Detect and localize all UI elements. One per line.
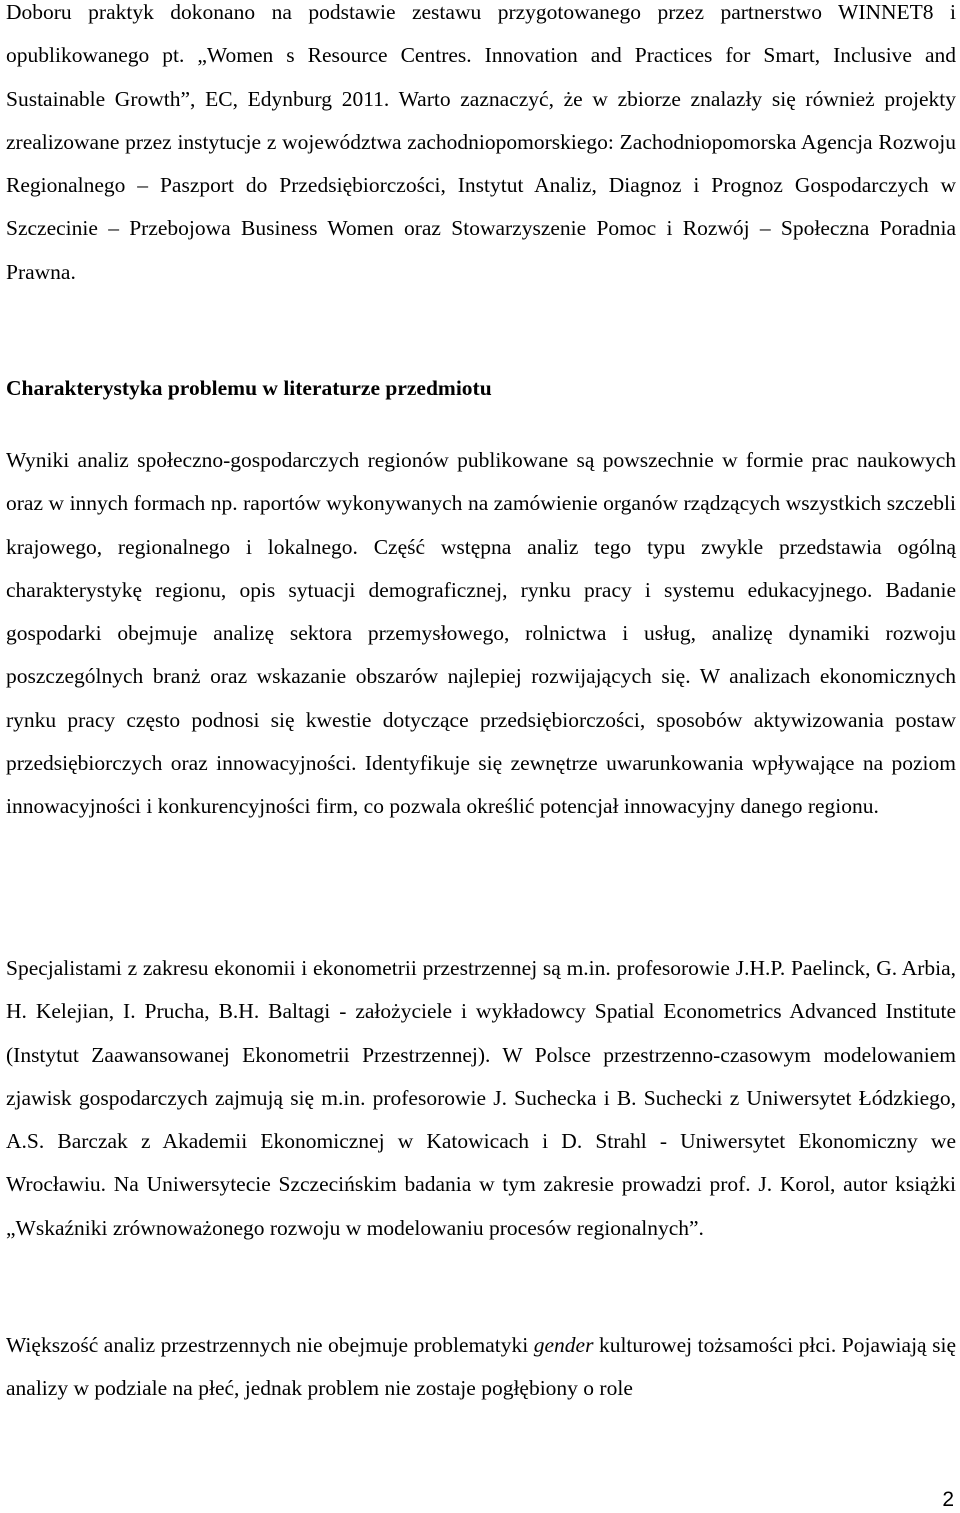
gender-emphasis: gender [533,1333,594,1357]
paragraph-spatial-econometrics-specialists: Specjalistami z zakresu ekonomii i ekonometrii przestrzennej są m.in. profesorowie J.H.P. Paelinck, G. Arbia, H. Kelejian, I. Prucha, B.H. Baltagi - założyciele i wykładowcy Spatial Econometrics Advanced Institute (Instytut Zaawansowanej Ekonometrii Przestrzennej). W Polsce przestrzenno-czasowym modelowaniem zjawisk gospodarczych zajmują się m.in. profesorowie J. Suchecka i B. Suchecki z Uniwersytet Łódzkiego, A.S. Barczak z Akademii Ekonomicznej w Katowicach i D. Strahl - Uniwersytet Ekonomiczny we Wrocławiu. Na Uniwersytecie Szczecińskim badania w tym zakresie prowadzi prof. J. Korol, autor książki „Wskaźniki zrównoważonego rozwoju w modelowaniu procesów regionalnych”. [6,956,956,1240]
paragraph-regional-analyses: Wyniki analiz społeczno-gospodarczych regionów publikowane są powszechnie w formie prac naukowych oraz w innych formach np. raportów wykonywanych na zamówienie organów rządzących wszystkich szczebli krajowego, regionalnego i lokalnego. Część wstępna analiz tego typu zwykle przedstawia ogólną charakterystykę regionu, opis sytuacji demograficznej, rynku pracy i systemu edukacyjnego. Badanie gospodarki obejmuje analizę sektora przemysłowego, rolnictwa i usług, analizę dynamiki rozwoju poszczególnych branż oraz wskazanie obszarów najlepiej rozwijających się. W analizach ekonomicznych rynku pracy często podnosi się kwestie dotyczące przedsiębiorczości, sposobów aktywizowania postaw przedsiębiorczych oraz innowacyjności. Identyfikuje się zewnętrze uwarunkowania wpływające na poziom innowacyjności i konkurencyjności firm, co pozwala określić potencjał innowacyjny danego regionu. [6,448,956,819]
section-heading: Charakterystyka problemu w literaturze przedmiotu [6,376,492,400]
paragraph-practices-selection: Doboru praktyk dokonano na podstawie zestawu przygotowanego przez partnerstwo WINNET8 i opublikowanego pt. „Women s Resource Centres. Innovation and Practices for Smart, Inclusive and Sustainable Growth”, EC, Edynburg 2011. Warto zaznaczyć, że w zbiorze znalazły się również projekty zrealizowane przez instytucje z województwa zachodniopomorskiego: Zachodniopomorska Agencja Rozwoju Regionalnego – Paszport do Przedsiębiorczości, Instytut Analiz, Diagnoz i Prognoz Gospodarczych w Szczecinie – Przebojowa Business Women oraz Stowarzyszenie Pomoc i Rozwój – Społeczna Poradnia Prawna. [6,0,956,284]
paragraph-gender-text-after: kulturowej tożsamości płci. Pojawiają się analizy w podziale na płeć, jednak problem nie zostaje pogłębiony o role [6,1333,956,1401]
paragraph-gender-text-before: Większość analiz przestrzennych nie obejmuje problematyki [6,1333,534,1357]
page-number: 2 [942,1488,954,1511]
paragraph-gender-analyses [6,1324,956,1411]
